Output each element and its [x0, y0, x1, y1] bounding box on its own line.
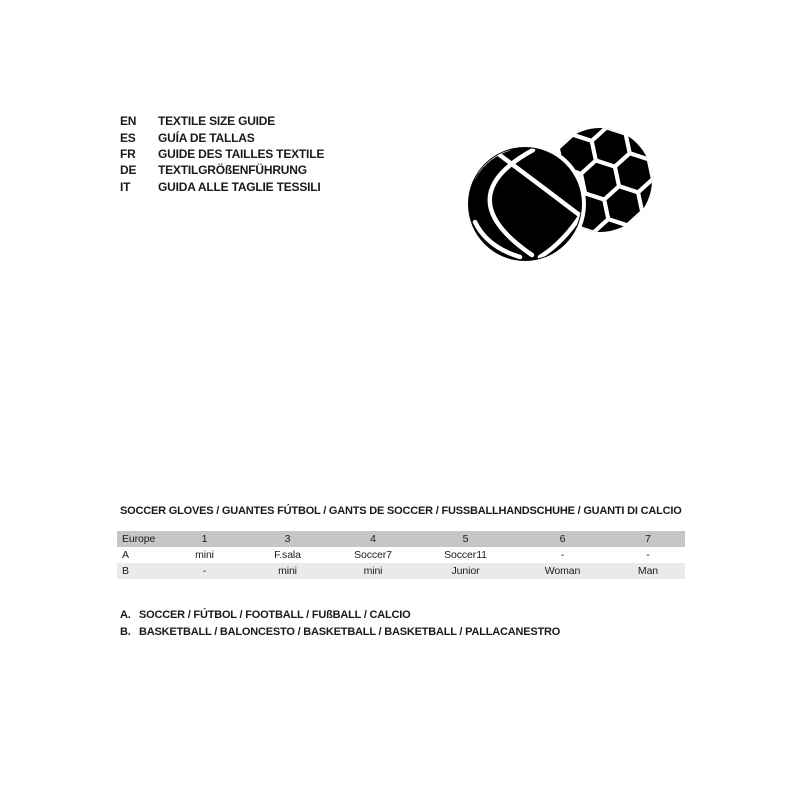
footnote-text: BASKETBALL / BALONCESTO / BASKETBALL / BASKETBALL / PALLACANESTRO	[139, 625, 561, 638]
list-item	[120, 113, 324, 129]
language-label: GUÍA DE TALLAS	[158, 130, 255, 145]
footnote-text: SOCCER / FÚTBOL / FOOTBALL / FUßBALL / CALCIO	[139, 609, 411, 622]
footnote-a	[120, 607, 560, 623]
language-code: ES	[120, 130, 136, 145]
language-code: FR	[120, 146, 136, 161]
list-item	[120, 129, 324, 145]
table-cell: mini	[363, 565, 383, 577]
language-label: TEXTILGRÖßENFÜHRUNG	[158, 163, 307, 178]
basketball-icon	[464, 143, 586, 265]
list-item	[120, 179, 324, 195]
table-cell: -	[646, 549, 650, 561]
footnotes	[120, 607, 560, 640]
table-header-cell: 4	[370, 533, 376, 545]
table-cell: mini	[195, 549, 214, 561]
table-cell: -	[202, 565, 207, 577]
table-cell: Woman	[544, 565, 581, 577]
table-header-cell: 3	[284, 533, 291, 545]
table-row-label: A	[122, 549, 129, 561]
balls-illustration	[452, 102, 674, 278]
table-cell: -	[560, 549, 565, 561]
list-item	[120, 162, 324, 178]
footnote-prefix: B.	[120, 625, 131, 638]
language-code: IT	[120, 179, 131, 194]
table-cell: Soccer7	[354, 549, 392, 561]
table-cell: mini	[278, 565, 297, 577]
table-header-row	[117, 531, 685, 547]
size-table-title: SOCCER GLOVES / GUANTES FÚTBOL / GANTS DE SOCCER / FUSSBALLHANDSCHUHE / GUANTI DI CALCIO	[120, 505, 682, 517]
footnote-b	[120, 623, 560, 639]
table-cell: Soccer11	[444, 549, 487, 561]
table-row	[117, 563, 685, 579]
language-label: TEXTILE SIZE GUIDE	[158, 114, 276, 129]
table-cell: Junior	[451, 565, 480, 577]
list-item	[120, 146, 324, 162]
language-guide-list	[120, 113, 324, 195]
language-label: GUIDA ALLE TAGLIE TESSILI	[158, 179, 321, 194]
language-code: DE	[120, 163, 137, 178]
table-row	[117, 547, 685, 563]
table-header-cell: 6	[559, 533, 566, 545]
table-row-label: B	[122, 565, 129, 577]
size-table	[117, 531, 685, 579]
table-header-label: Europe	[122, 533, 156, 545]
table-header-cell: 5	[462, 533, 469, 545]
table-header-cell: 7	[645, 533, 651, 545]
table-header-cell: 1	[201, 533, 208, 545]
language-code: EN	[120, 114, 137, 129]
table-cell: Man	[637, 565, 659, 577]
footnote-prefix: A.	[120, 609, 131, 622]
table-cell: F.sala	[274, 549, 301, 561]
language-label: GUIDE DES TAILLES TEXTILE	[158, 146, 325, 161]
